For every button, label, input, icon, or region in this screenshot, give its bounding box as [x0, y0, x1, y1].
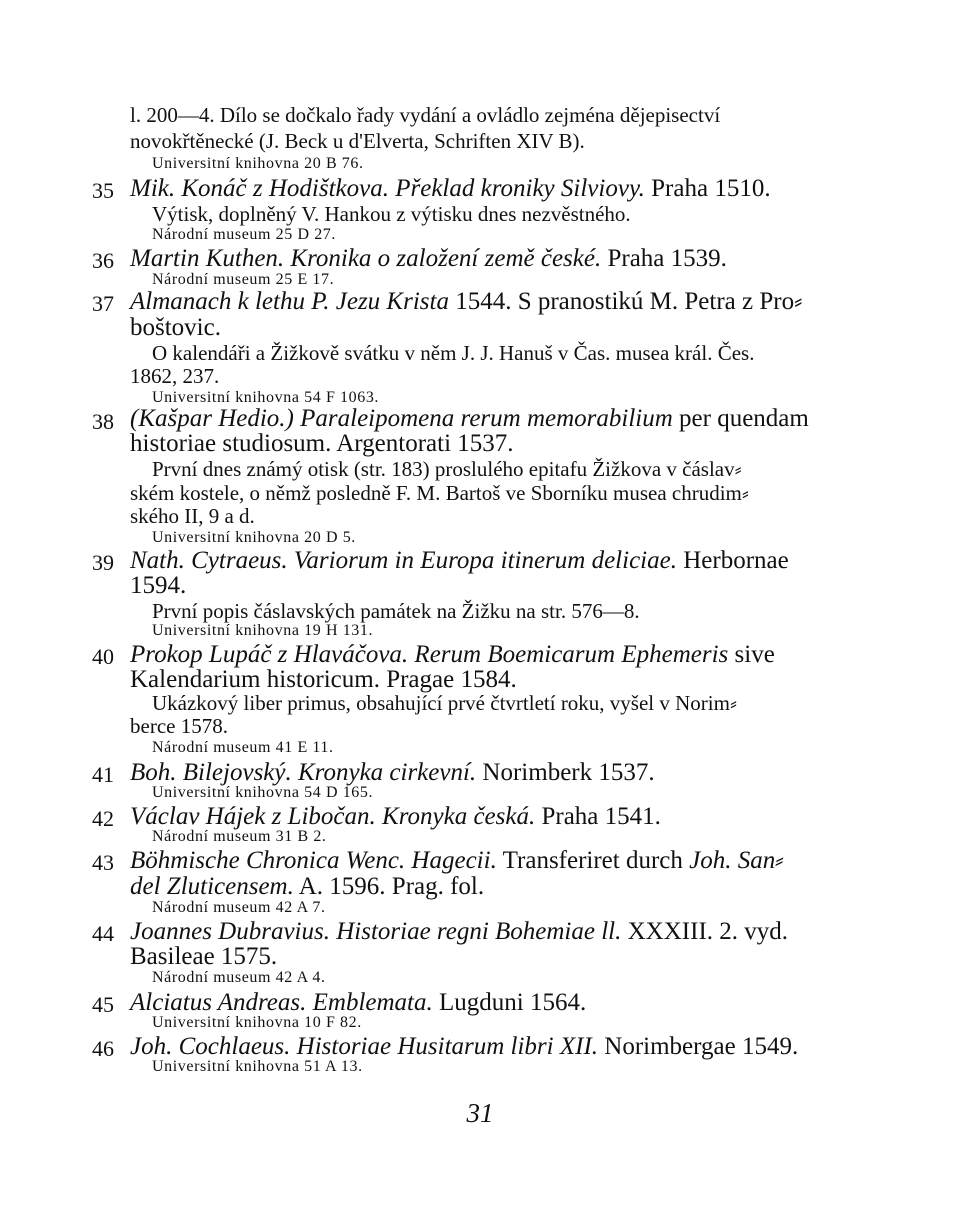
intro-line-2: novokřtěnecké (J. Beck u d'Elverta, Schriften XIV B).: [130, 129, 585, 153]
entry-number: 40: [92, 644, 114, 669]
entry-title-italic: Mik. Konáč z Hodištkova. Překlad kroniky Silviovy.: [130, 175, 645, 202]
entry-title-line: [130, 641, 775, 669]
entry-title-continuation: historiae studiosum. Argentorati 1537.: [130, 430, 514, 457]
entry-number: 39: [92, 550, 114, 575]
entry-title-line: [130, 245, 727, 273]
entry-note-continuation: berce 1578.: [130, 714, 228, 738]
intro-library-location: Universitní knihovna 20 B 76.: [152, 155, 364, 172]
entry-number: 36: [92, 248, 114, 273]
entry-title-roman: Norimberk 1537.: [476, 759, 655, 786]
entry-title-roman: Lugduni 1564.: [432, 989, 587, 1016]
entry-title-line: [130, 918, 788, 946]
entry-library-location: Národní museum 25 E 17.: [152, 271, 335, 288]
entry-title-line: [130, 288, 802, 316]
entry-number: 41: [92, 762, 114, 787]
entry-library-location: Universitní knihovna 54 F 1063.: [152, 389, 380, 406]
intro-line-1: l. 200—4. Dílo se dočkalo řady vydání a ovládlo zejména dějepisectví: [130, 103, 721, 127]
entry-title-roman: Herbornae: [676, 547, 789, 574]
entry-title-continuation: Kalendarium historicum. Pragae 1584.: [130, 666, 517, 693]
entry-number: 44: [92, 921, 114, 946]
entry-note-continuation: 1862, 237.: [130, 364, 220, 388]
entry-title-italic: Václav Hájek z Libočan. Kronyka česká.: [130, 803, 536, 830]
entry-number: 45: [92, 992, 114, 1017]
entry-note: O kalendáři a Žižkově svátku v něm J. J. Hanuš v Čas. musea král. Čes.: [152, 341, 755, 365]
entry-library-location: Universitní knihovna 51 A 13.: [152, 1058, 363, 1075]
entry-title-roman: per quendam: [672, 405, 809, 432]
entry-title-italic: Almanach k lethu P. Jezu Krista: [130, 288, 449, 315]
entry-title-line: [130, 803, 661, 831]
entry-library-location: Národní museum 25 D 27.: [152, 226, 337, 243]
entry-title-roman: Praha 1510.: [644, 175, 771, 202]
entry-title-roman: Norimbergae 1549.: [598, 1033, 799, 1060]
entry-title-continuation: 1594.: [130, 572, 187, 599]
entry-library-location: Národní museum 41 E 11.: [152, 739, 334, 756]
entry-title-continuation: boštovic.: [130, 314, 221, 341]
entry-title-roman: Praha 1539.: [601, 245, 727, 272]
entry-title-italic: Böhmische Chronica Wenc. Hagecii.: [130, 847, 497, 874]
entry-title-roman: Transferiret durch: [496, 847, 690, 874]
entry-note: Ukázkový liber primus, obsahující prvé čtvrtletí roku, vyšel v Norim⸗: [152, 691, 737, 715]
entry-note: První dnes známý otisk (str. 183) proslulého epitafu Žižkova v čáslav⸗: [152, 457, 742, 481]
entry-library-location: Národní museum 31 B 2.: [152, 828, 327, 845]
entry-library-location: Universitní knihovna 54 D 165.: [152, 784, 374, 801]
entry-title-italic: Joannes Dubravius. Historiae regni Bohemiae ll.: [130, 918, 622, 945]
entry-title-italic: del Zluticensem.: [130, 873, 294, 900]
entry-title-italic: Joh. San⸗: [689, 847, 784, 874]
entry-title-line: [130, 1033, 798, 1061]
entry-note-continuation: ského II, 9 a d.: [130, 504, 255, 528]
entry-title-line: [130, 175, 771, 203]
entry-title-italic: Prokop Lupáč z Hlaváčova. Rerum Boemicarum Ephemeris: [130, 641, 729, 668]
entry-title-continuation: [130, 873, 484, 901]
entry-title-italic: Boh. Bilejovský. Kronyka cirkevní.: [130, 759, 477, 786]
entry-title-roman: 1544. S pranostikú M. Petra z Pro⸗: [448, 288, 803, 315]
entry-title-roman: XXXIII. 2. vyd.: [621, 918, 789, 945]
entry-library-location: Národní museum 42 A 7.: [152, 899, 326, 916]
entry-library-location: Universitní knihovna 20 D 5.: [152, 529, 356, 546]
entry-number: 37: [92, 291, 114, 316]
entry-title-roman: sive: [728, 641, 775, 668]
entry-note-continuation: ském kostele, o němž posledně F. M. Bartoš ve Sborníku musea chrudim⸗: [130, 481, 749, 505]
entry-note: Výtisk, doplněný V. Hankou z výtisku dnes nezvěstného.: [152, 202, 631, 226]
entry-title-italic: Martin Kuthen. Kronika o založení země české.: [130, 245, 602, 272]
entry-title-line: [130, 847, 784, 875]
entry-title-italic: (Kašpar Hedio.) Paraleipomena rerum memorabilium: [130, 405, 673, 432]
entry-note: První popis čáslavských památek na Žižku na str. 576—8.: [152, 599, 640, 623]
entry-title-continuation: Basileae 1575.: [130, 943, 278, 970]
entry-title-italic: Nath. Cytraeus. Variorum in Europa itinerum deliciae.: [130, 547, 677, 574]
entry-library-location: Universitní knihovna 19 H 131.: [152, 622, 374, 639]
entry-title-line: [130, 547, 789, 575]
entry-number: 46: [92, 1036, 114, 1061]
entry-title-roman: A. 1596. Prag. fol.: [293, 873, 485, 900]
page-number: 31: [466, 1098, 494, 1128]
entry-number: 38: [92, 409, 114, 434]
entry-title-roman: Praha 1541.: [535, 803, 661, 830]
entry-title-line: [130, 405, 809, 433]
entry-title-line: [130, 989, 586, 1017]
entry-number: 35: [92, 178, 114, 203]
entry-title-italic: Alciatus Andreas. Emblemata.: [130, 989, 433, 1016]
entry-number: 43: [92, 850, 114, 875]
entry-title-italic: Joh. Cochlaeus. Historiae Husitarum libri XII.: [130, 1033, 599, 1060]
entry-library-location: Universitní knihovna 10 F 82.: [152, 1014, 362, 1031]
entry-library-location: Národní museum 42 A 4.: [152, 969, 326, 986]
entry-number: 42: [92, 806, 114, 831]
entry-title-line: [130, 759, 655, 787]
